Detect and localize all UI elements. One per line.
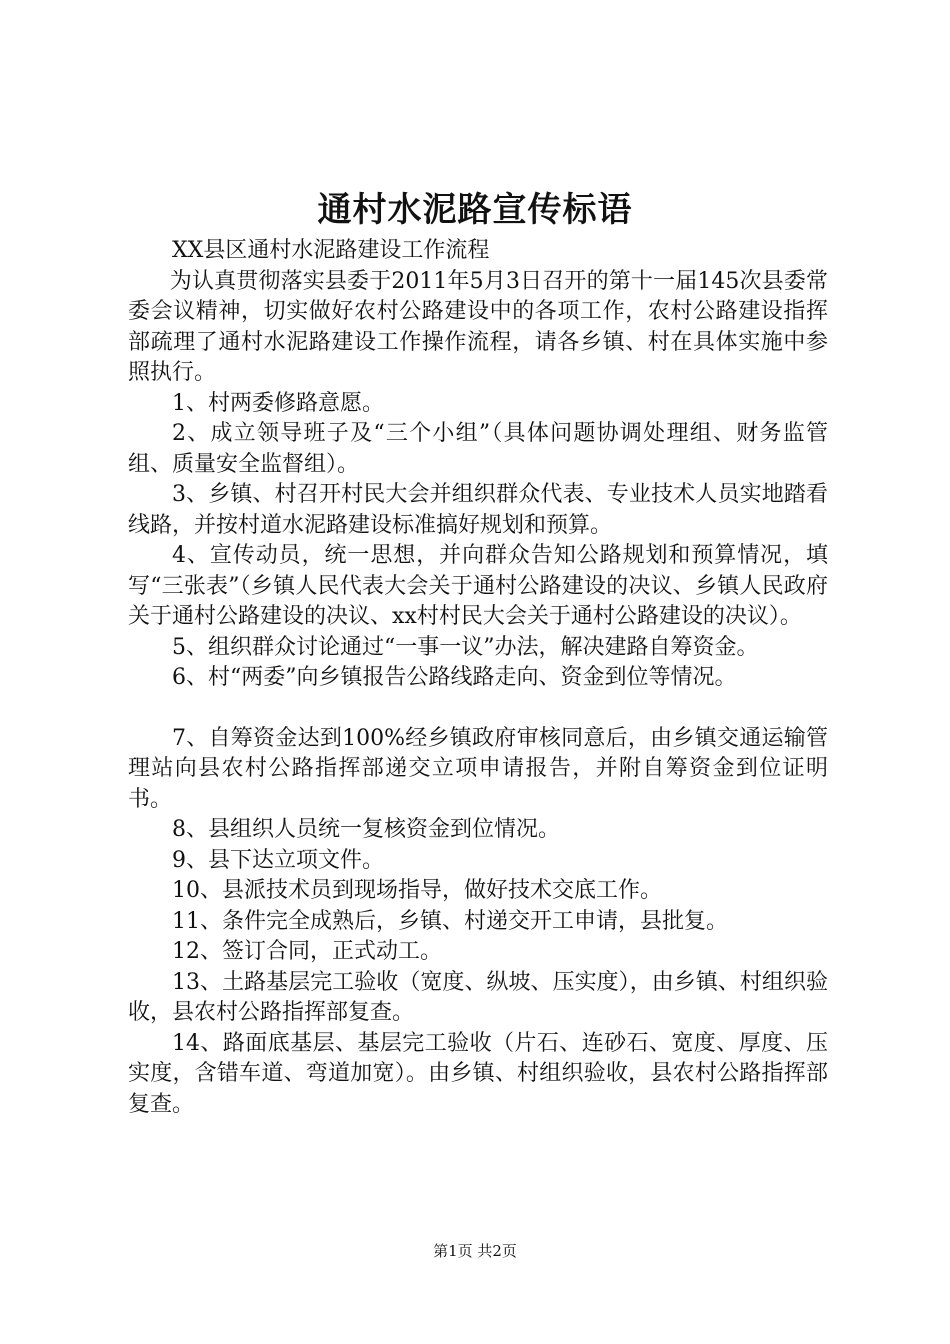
step-8: 8、县组织人员统一复核资金到位情况。 — [172, 817, 560, 842]
step-9: 9、县下达立项文件。 — [172, 847, 384, 873]
page-number-footer: 第1页 共2页 — [433, 1242, 517, 1260]
step-7: 7、自筹资金达到100%经乡镇政府审核同意后，由乡镇交通运输管理站向县农村公路指挥部递交立项申请报告，并附自筹资金到位证明书。 — [128, 725, 828, 812]
step-1: 1、村两委修路意愿。 — [172, 390, 384, 416]
step-10: 10、县派技术员到现场指导，做好技术交底工作。 — [172, 878, 662, 903]
step-4: 4、宣传动员，统一思想，并向群众告知公路规划和预算情况，填写“三张表”（乡镇人民代表大会关于通村公路建设的决议、乡镇人民政府关于通村公路建设的决议、xx村村民大会关于通村公路建设的决议）。 — [128, 543, 828, 629]
intro-paragraph: 为认真贯彻落实县委于2011年5月3日召开的第十一届145次县委常委会议精神，切实做好农村公路建设中的各项工作，农村公路建设指挥部疏理了通村水泥路建设工作操作流程，请各乡镇、村在具体实施中参照执行。 — [128, 268, 828, 385]
step-5: 5、组织群众讨论通过“一事一议”办法，解决建路自筹资金。 — [172, 634, 759, 660]
step-12: 12、签订合同，正式动工。 — [172, 939, 442, 964]
step-11: 11、条件完全成熟后，乡镇、村递交开工申请，县批复。 — [172, 908, 728, 934]
step-3: 3、乡镇、村召开村民大会并组织群众代表、专业技术人员实地踏看线路，并按村道水泥路建设标准搞好规划和预算。 — [128, 482, 828, 538]
document-title: 通村水泥路宣传标语 — [317, 190, 633, 230]
step-14: 14、路面底基层、基层完工验收（片石、连砂石、宽度、厚度、压实度，含错车道、弯道加宽）。由乡镇、村组织验收，县农村公路指挥部复查。 — [128, 1030, 828, 1117]
document-body — [128, 236, 828, 1120]
step-2: 2、成立领导班子及“三个小组”（具体问题协调处理组、财务监管组、质量安全监督组）。 — [128, 421, 828, 477]
step-6: 6、村“两委”向乡镇报告公路线路走向、资金到位等情况。 — [172, 665, 737, 690]
step-13: 13、土路基层完工验收（宽度、纵坡、压实度），由乡镇、村组织验收，县农村公路指挥部复查。 — [128, 969, 828, 1025]
section-subtitle: XX县区通村水泥路建设工作流程 — [172, 238, 490, 263]
